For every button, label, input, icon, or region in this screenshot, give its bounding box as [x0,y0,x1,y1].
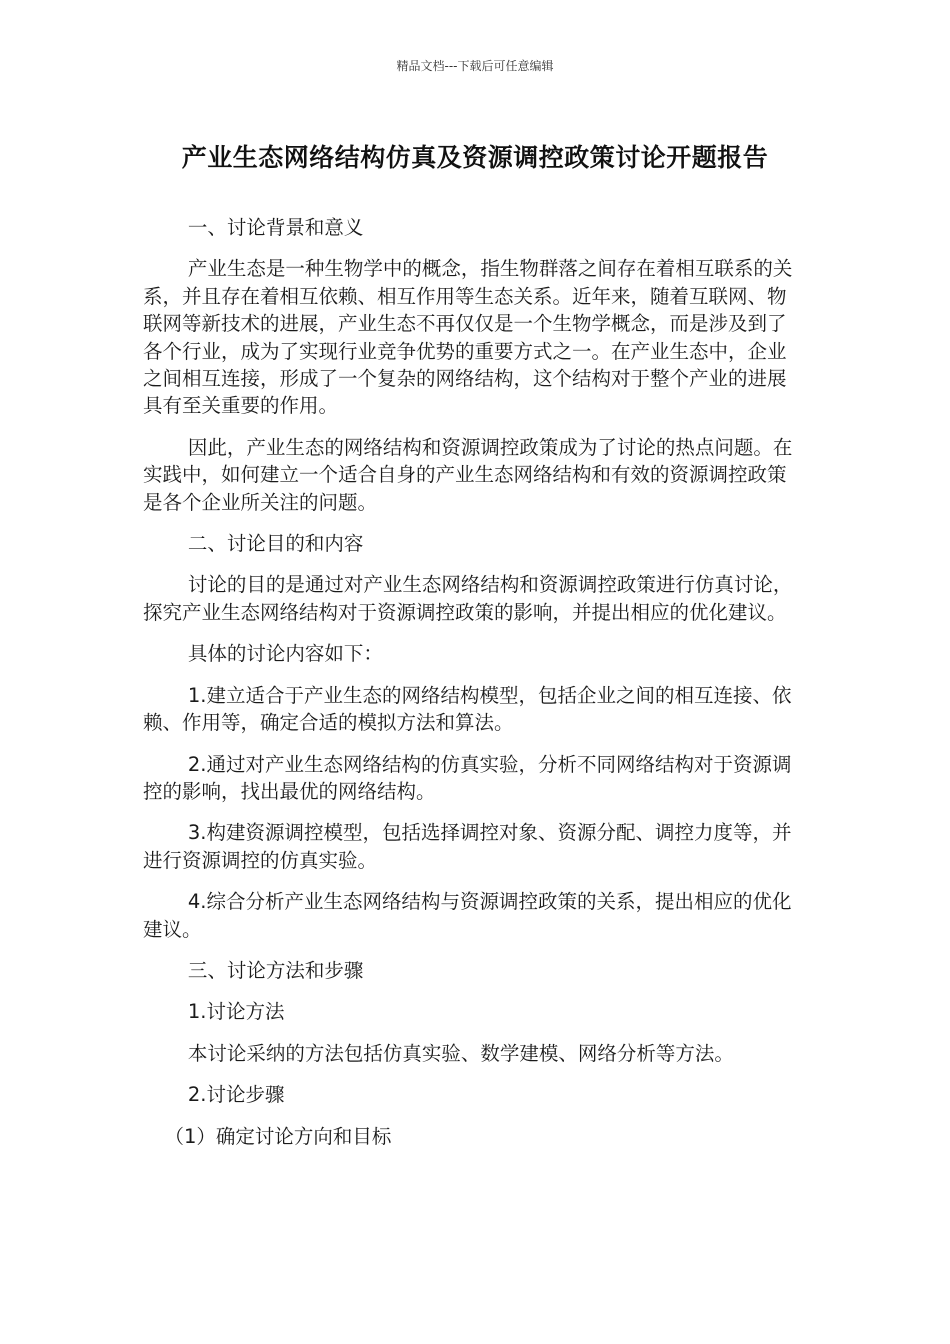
list-item-content-3: 3.构建资源调控模型，包括选择调控对象、资源分配、调控力度等，并进行资源调控的仿真实验。 [143,821,792,872]
paragraph-background-intro: 产业生态是一种生物学中的概念，指生物群落之间存在着相互联系的关系，并且存在着相互依赖、相互作用等生态关系。近年来，随着互联网、物联网等新技术的进展，产业生态不再仅仅是一个生物学概念，而是涉及到了各个行业，成为了实现行业竞争优势的重要方式之一。在产业生态中，企业之间相互连接，形成了一个复杂的网络结构，这个结构对于整个产业的进展具有至关重要的作用。 [143,257,793,418]
list-item-content-2: 2.通过对产业生态网络结构的仿真实验，分析不同网络结构对于资源调控的影响，找出最优的网络结构。 [143,752,792,803]
page-header-watermark: 精品文档---下载后可任意编辑 [396,59,554,73]
list-item-content-1: 1.建立适合于产业生态的网络结构模型，包括企业之间的相互连接、依赖、作用等，确定合适的模拟方法和算法。 [143,683,792,735]
document-body [143,214,803,1164]
list-item-content-4: 4.综合分析产业生态网络结构与资源调控政策的关系，提出相应的优化建议。 [143,890,792,941]
subheading-steps: 2.讨论步骤 [187,1083,285,1107]
section-heading-purpose: 二、讨论目的和内容 [187,532,364,556]
section-heading-method: 三、讨论方法和步骤 [187,958,364,982]
list-item-step-1: （1）确定讨论方向和目标 [164,1124,392,1148]
paragraph-purpose: 讨论的目的是通过对产业生态网络结构和资源调控政策进行仿真讨论，探究产业生态网络结构对于资源调控政策的影响，并提出相应的优化建议。 [143,573,793,624]
paragraph-method: 本讨论采纳的方法包括仿真实验、数学建模、网络分析等方法。 [187,1041,734,1065]
section-heading-background: 一、讨论背景和意义 [187,216,364,239]
paragraph-background-problem: 因此，产业生态的网络结构和资源调控政策成为了讨论的热点问题。在实践中，如何建立一个适合自身的产业生态网络结构和有效的资源调控政策是各个企业所关注的问题。 [143,435,793,514]
subheading-method: 1.讨论方法 [187,1000,285,1024]
document-title: 产业生态网络结构仿真及资源调控政策讨论开题报告 [181,143,769,172]
paragraph-content-intro: 具体的讨论内容如下： [187,642,383,666]
